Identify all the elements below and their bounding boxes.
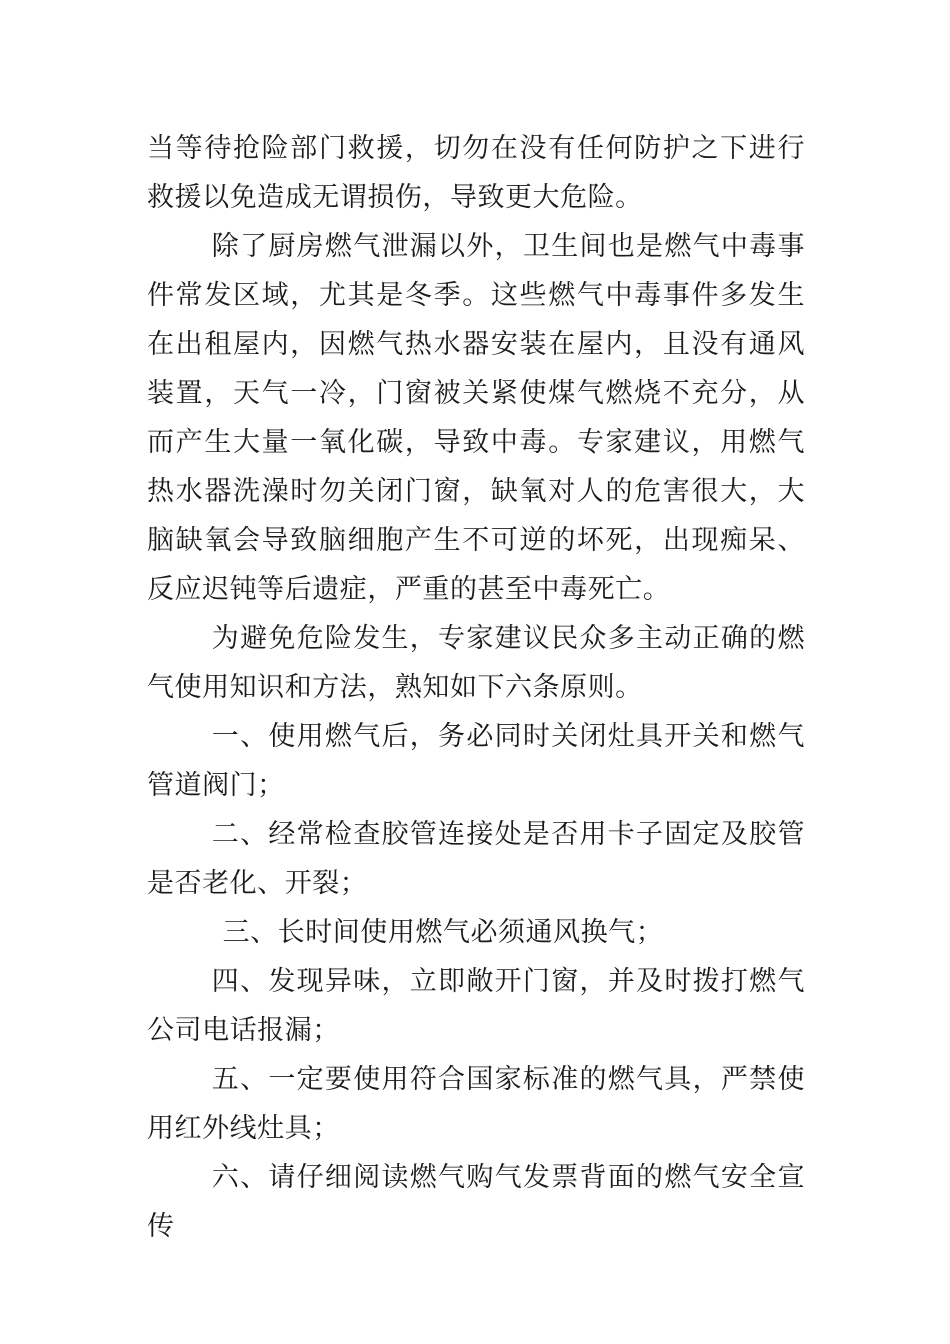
rule-5: 五、一定要使用符合国家标准的燃气具，严禁使用红外线灶具； <box>147 1064 805 1144</box>
rule-2: 二、经常检查胶管连接处是否用卡子固定及胶管是否老化、开裂； <box>147 819 805 899</box>
rule-4: 四、发现异味，立即敞开门窗，并及时拨打燃气公司电话报漏； <box>147 966 805 1046</box>
rule-3: 三、长时间使用燃气必须通风换气； <box>222 917 664 948</box>
rule-1: 一、使用燃气后，务必同时关闭灶具开关和燃气管道阀门； <box>147 721 805 801</box>
paragraph-rescue-warning: 当等待抢险部门救援，切勿在没有任何防护之下进行救援以免造成无谓损伤，导致更大危险。 <box>147 133 805 213</box>
paragraph-expert-advice: 为避免危险发生，专家建议民众多主动正确的燃气使用知识和方法，熟知如下六条原则。 <box>147 623 805 703</box>
paragraph-bathroom-gas: 除了厨房燃气泄漏以外，卫生间也是燃气中毒事件常发区域，尤其是冬季。这些燃气中毒事件多发生在出租屋内，因燃气热水器安装在屋内，且没有通风装置，天气一冷，门窗被关紧使煤气燃烧不充分，从而产生大量一氧化碳，导致中毒。专家建议，用燃气热水器洗澡时勿关闭门窗，缺氧对人的危害很大，大脑缺氧会导致脑细胞产生不可逆的坏死，出现痴呆、反应迟钝等后遗症，严重的甚至中毒死亡。 <box>147 231 805 605</box>
document-body <box>147 124 805 1251</box>
rule-6: 六、请仔细阅读燃气购气发票背面的燃气安全宣传 <box>147 1162 805 1242</box>
